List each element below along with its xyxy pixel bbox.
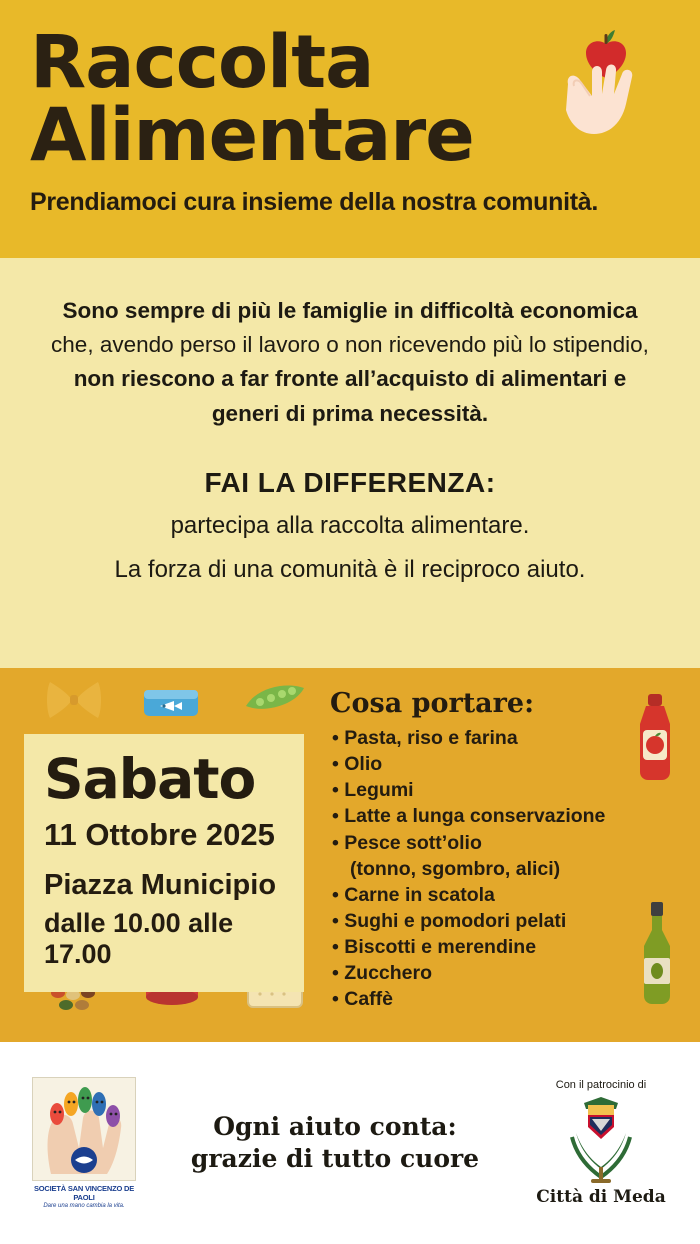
page-title-line-2: Alimentare (30, 92, 474, 178)
items-column (330, 682, 680, 1026)
san-vincenzo-motto: Dare una mano cambia la vita. (43, 1203, 125, 1209)
footer-message (144, 1111, 526, 1176)
page-title-line-1: Raccolta (30, 20, 374, 105)
painted-hands-icon (32, 1077, 136, 1181)
event-date: 11 Ottobre 2025 (44, 817, 275, 852)
list-item-label: Olio (344, 753, 383, 776)
footer-line-2: grazie di tutto cuore (190, 1144, 480, 1173)
list-item: • Carne in scatola (332, 883, 495, 906)
list-item: • Olio (332, 753, 383, 776)
list-item: • Caffè (332, 988, 394, 1011)
intro-bold-1: Sono sempre di più le famiglie in difficoltà economica (62, 298, 638, 323)
list-item-sublabel: (tonno, sgombro, alici) (350, 857, 561, 880)
event-info-column (20, 682, 320, 1026)
intro-bold-2: non riescono a far fronte all’acquisto di alimentari e generi di prima necessità. (73, 366, 627, 426)
list-item-label: Biscotti e merendine (344, 936, 537, 958)
items-list-title: Cosa portare: (330, 688, 535, 719)
patronage-block (526, 1079, 676, 1207)
cta-line-2: La forza di una comunità è il reciproco aiuto. (114, 555, 586, 583)
patronage-label: Con il patrocinio di (555, 1079, 647, 1091)
page-subtitle: Prendiamoci cura insieme della nostra comunità. (30, 187, 599, 216)
san-vincenzo-logo (24, 1077, 144, 1209)
items-list (330, 725, 680, 1012)
title-block (30, 20, 670, 217)
body-section (0, 258, 700, 668)
list-item-label: Pasta, riso e farina (344, 727, 518, 749)
list-item: • Pasta, riso e farina (332, 727, 518, 749)
meda-crest-icon (558, 1093, 644, 1185)
list-item-label: Latte a lunga conservazione (344, 805, 606, 828)
list-item: • Pesce sott’olio (tonno, sgombro, alici) (330, 830, 680, 882)
cta-heading: FAI LA DIFFERENZA: (204, 466, 496, 498)
list-item: • Legumi (332, 779, 414, 802)
city-name: Città di Meda (536, 1187, 666, 1207)
event-day: Sabato (44, 747, 256, 811)
cta-line-1: partecipa alla raccolta alimentare. (170, 511, 530, 539)
list-item: • Latte a lunga conservazione (332, 805, 606, 828)
list-item: • Sughi e pomodori pelati (332, 909, 567, 932)
poster-footer (0, 1042, 700, 1244)
list-item-label: Carne in scatola (344, 883, 495, 906)
intro-normal: che, avendo perso il lavoro o non ricevendo più lo stipendio, (51, 332, 649, 358)
details-section (0, 668, 700, 1042)
event-hours: dalle 10.00 alle 17.00 (44, 908, 234, 969)
list-item-label: Zucchero (344, 962, 433, 985)
list-item: • Biscotti e merendine (332, 936, 537, 958)
event-place: Piazza Municipio (44, 869, 277, 901)
list-item-label: Legumi (344, 779, 414, 802)
footer-line-1: Ogni aiuto conta: (213, 1111, 457, 1141)
poster-header (0, 0, 700, 258)
event-date-card (24, 734, 304, 992)
list-item-label: Sughi e pomodori pelati (344, 909, 567, 932)
intro-paragraph (42, 294, 658, 431)
list-item-label: Pesce sott’olio (344, 831, 482, 854)
san-vincenzo-name: SOCIETÀ SAN VINCENZO DE PAOLI (34, 1184, 134, 1202)
list-item-label: Caffè (344, 988, 394, 1011)
list-item: • Zucchero (332, 962, 433, 985)
